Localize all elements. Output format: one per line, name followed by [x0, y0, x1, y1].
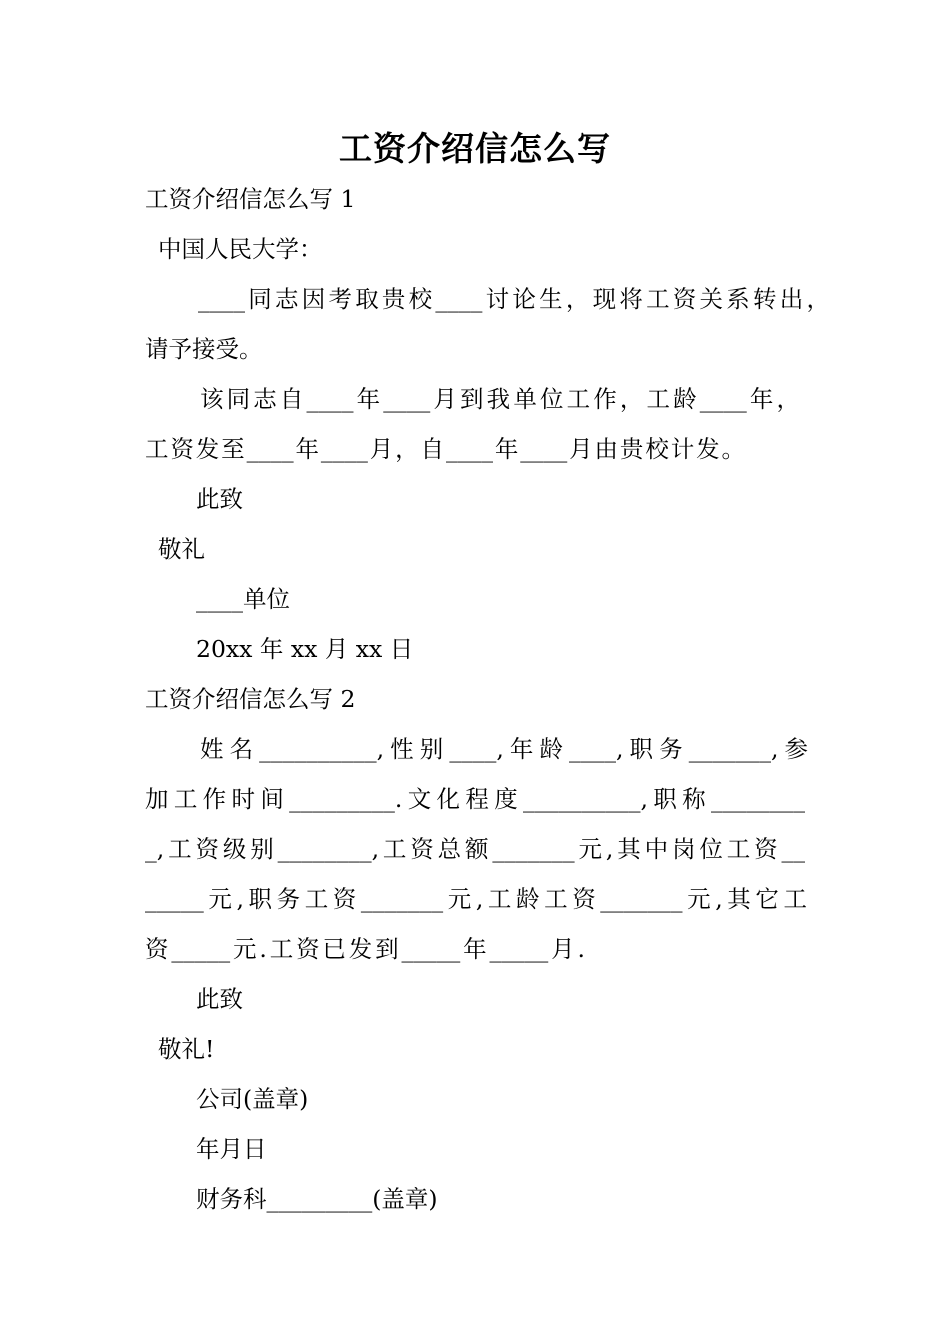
section1-para2-line1: 该同志自____年____月到我单位工作，工龄____年， [200, 385, 800, 413]
section2-company-seal: 公司(盖章) [196, 1085, 309, 1113]
section2-closing-cizhi: 此致 [196, 985, 243, 1013]
section1-closing-jingli: 敬礼 [158, 535, 205, 563]
document-title: 工资介绍信怎么写 [339, 129, 611, 168]
section1-para1-line1: ____同志因考取贵校____讨论生，现将工资关系转出， [198, 285, 830, 313]
section1-closing-cizhi: 此致 [196, 485, 243, 513]
section1-heading: 工资介绍信怎么写 1 [145, 185, 356, 213]
section1-para1-line2: 请予接受。 [145, 335, 263, 363]
section2-date-line: 年月日 [196, 1135, 267, 1163]
section2-para-line3: _,工资级别________,工资总额_______元,其中岗位工资__ [145, 835, 805, 863]
section2-closing-jingli: 敬礼! [158, 1035, 215, 1063]
section2-para-line5: 资_____元.工资已发到_____年_____月. [145, 935, 585, 963]
section2-finance-seal: 财务科_________(盖章) [196, 1185, 438, 1213]
section1-unit-line: ____单位 [196, 585, 290, 613]
section2-para-line4: _____元,职务工资_______元,工龄工资_______元,其它工 [145, 885, 807, 913]
section2-para-line1: 姓名__________,性别____,年龄____,职务_______,参 [200, 735, 808, 763]
section1-para2-line2: 工资发至____年____月，自____年____月由贵校计发。 [145, 435, 745, 463]
section1-date-line: 20xx 年 xx 月 xx 日 [196, 635, 414, 663]
section2-heading: 工资介绍信怎么写 2 [145, 685, 356, 713]
section1-addressee: 中国人民大学： [158, 235, 323, 263]
section2-para-line2: 加工作时间_________.文化程度__________,职称________ [145, 785, 805, 813]
